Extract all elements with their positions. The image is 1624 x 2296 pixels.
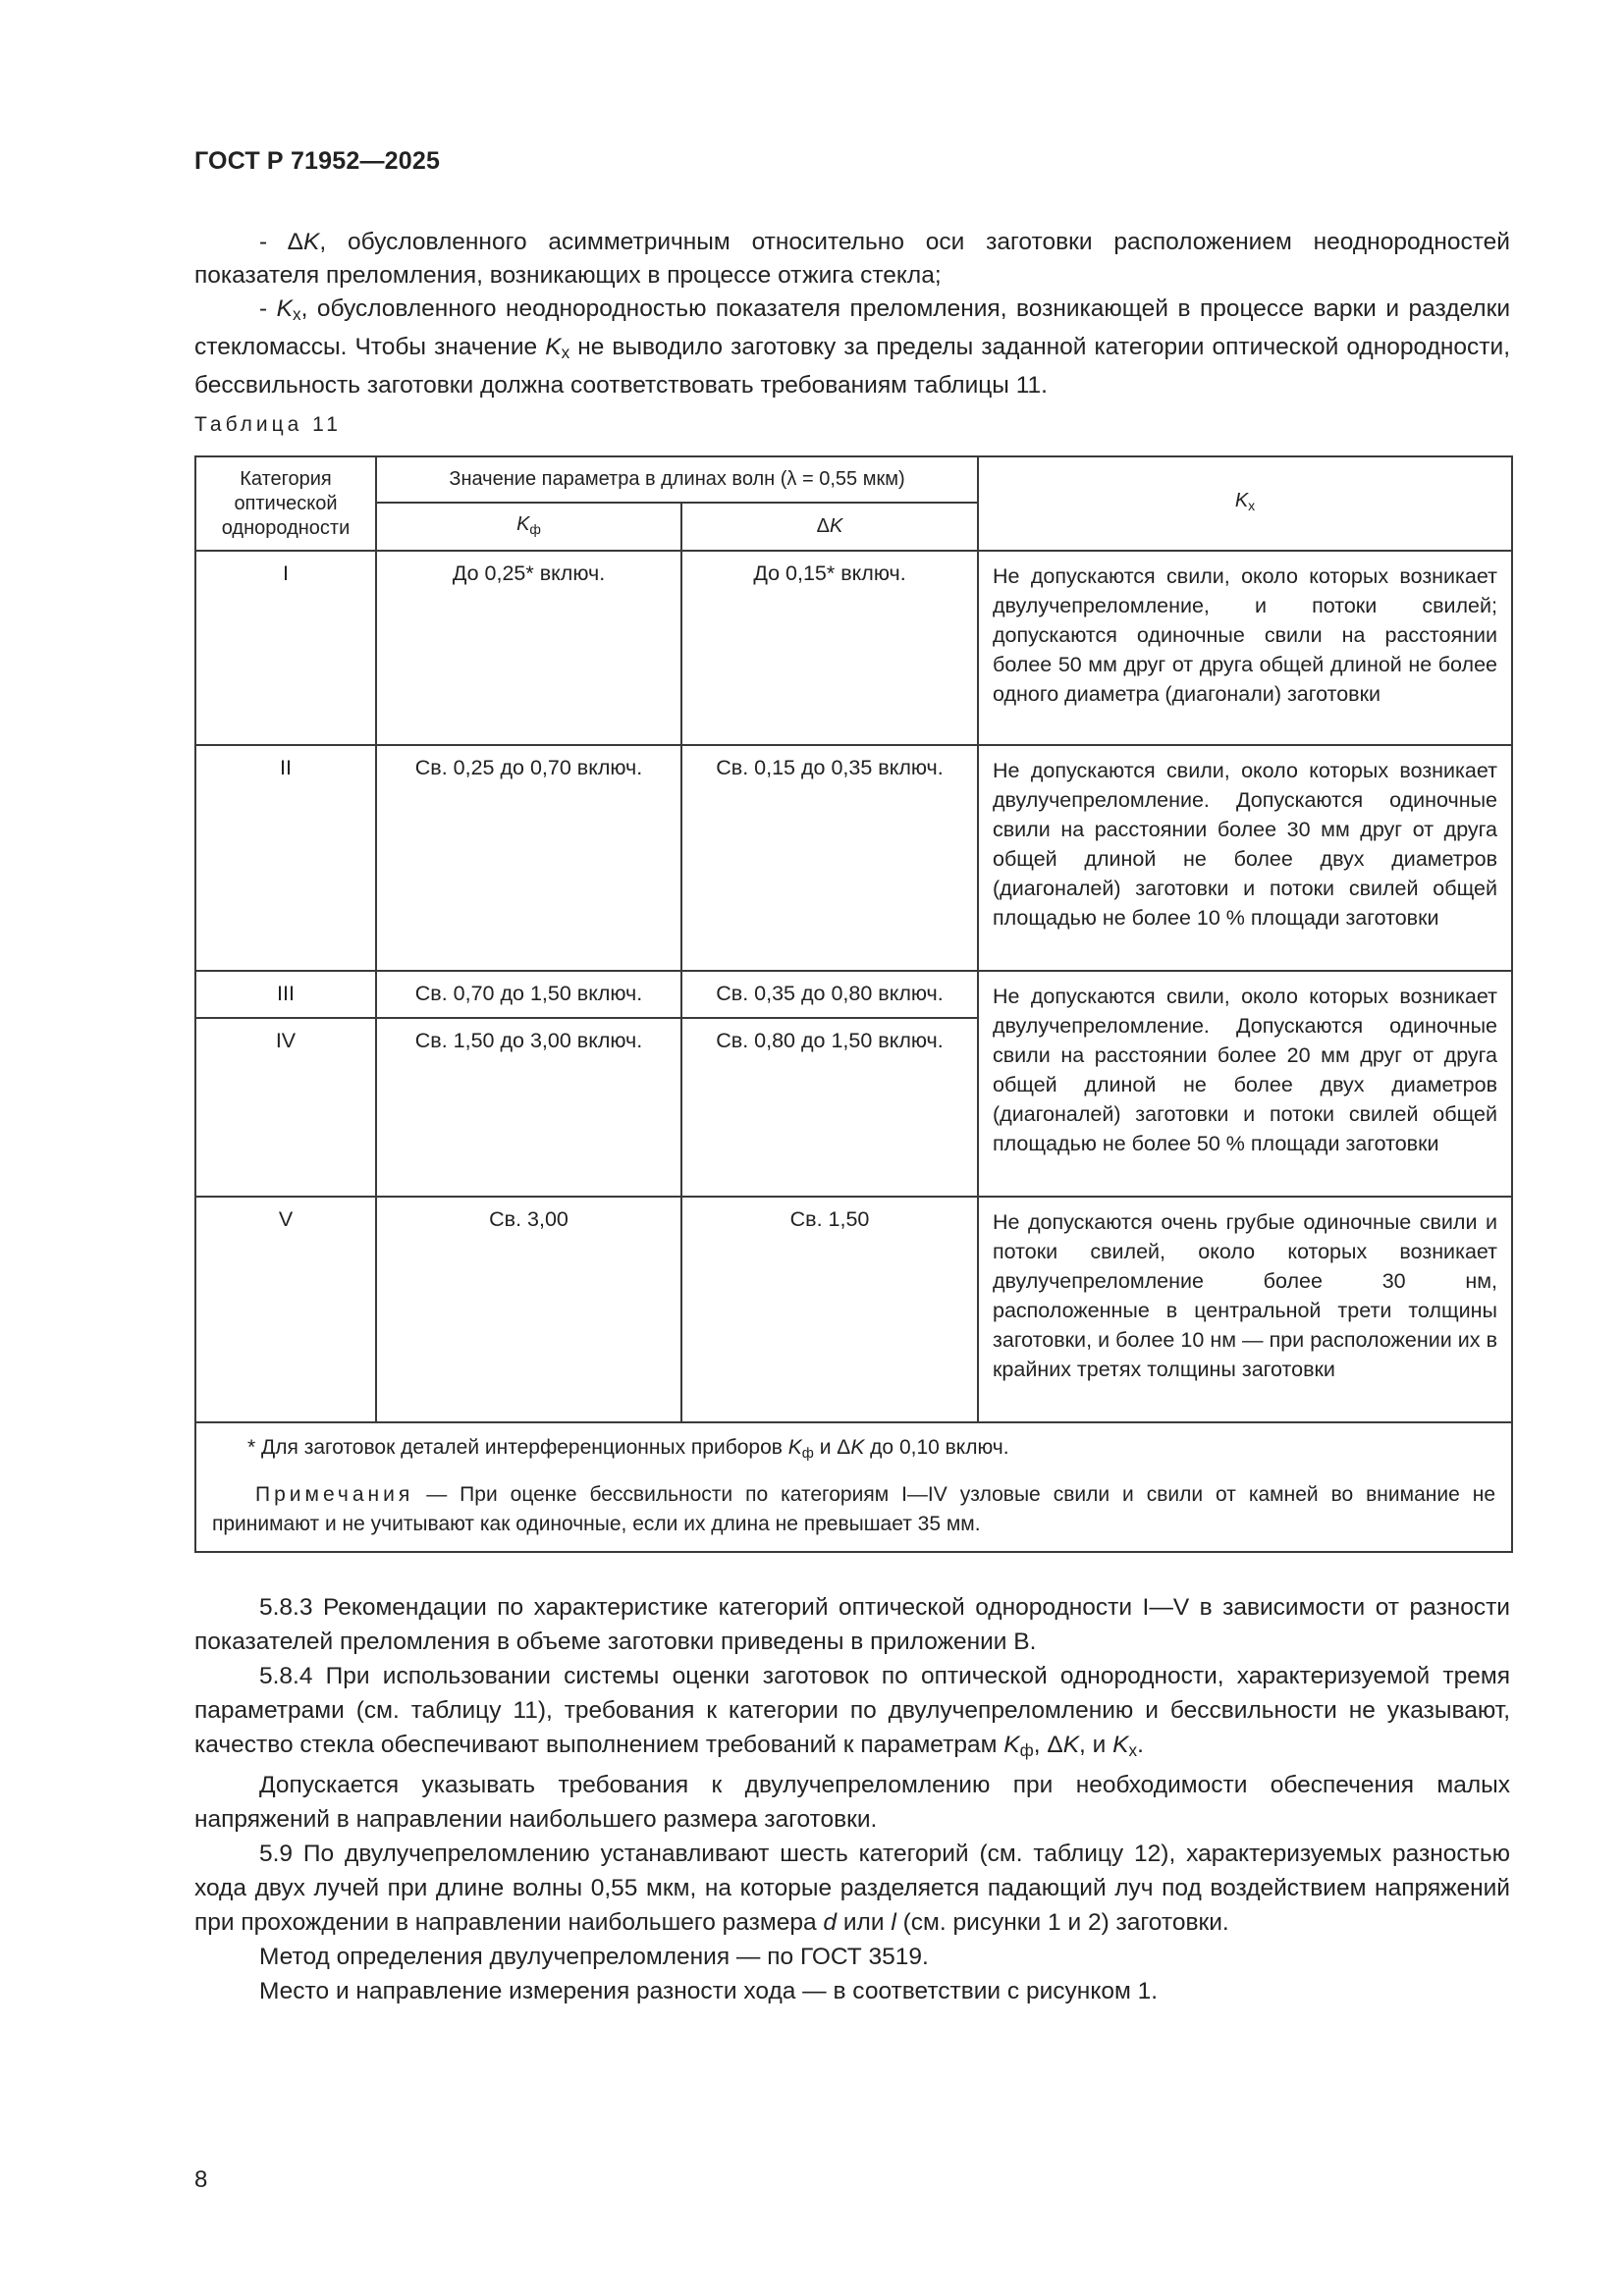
- cell-category: III: [195, 971, 376, 1018]
- document-header: ГОСТ Р 71952—2025: [194, 147, 441, 175]
- cell-kf: Св. 0,70 до 1,50 включ.: [376, 971, 681, 1018]
- body-section: [194, 1590, 1510, 2008]
- cell-category: I: [195, 551, 376, 745]
- table-row: [195, 551, 1512, 745]
- cell-category: V: [195, 1197, 376, 1422]
- cell-kx: Не допускаются свили, около которых возникает двулучепреломление, и потоки свилей; допускаются одиночные свили на расстоянии более 50 мм друг от друга общей длиной не более одного диаметра (диагонали) заготовки: [978, 551, 1512, 745]
- cell-category: IV: [195, 1018, 376, 1197]
- cell-dk: Св. 0,35 до 0,80 включ.: [681, 971, 978, 1018]
- paragraph-kx: - $K_x$, обусловленного неоднородностью показателя преломления, возникающей в процессе варки и разделки стекломассы. Чтобы значение $K_x$ не выводило заготовку за пределы заданной категории оптической однородности, бессвильность заготовки должна соответствовать требованиям таблицы 11.: [194, 295, 1511, 399]
- table-note: Примечания — При оценке бессвильности по категориям I—IV узловые свили и свили от камней во внимание не принимают и не учитывают как одиночные, если их длина не превышает 35 мм.: [212, 1483, 1495, 1535]
- cell-dk: Св. 0,15 до 0,35 включ.: [681, 745, 978, 971]
- header-kx: $K_x$: [978, 456, 1512, 551]
- table-notes: [195, 1422, 1512, 1552]
- paragraph-5-8-4: 5.8.4 При использовании системы оценки заготовок по оптической однородности, характеризуемой тремя параметрами (см. таблицу 11), требования к категории по двулучепреломлению и бессвильности не указывают, качество стекла обеспечивают выполнением требований к параметрам $K_ф$, ΔK, и $K_x$.: [194, 1663, 1510, 1760]
- header-param-group: Значение параметра в длинах волн (λ = 0,55 мкм): [376, 456, 978, 503]
- paragraph-delta-k: - ΔK, обусловленного асимметричным относительно оси заготовки расположением неоднородностей показателя преломления, возникающих в процессе отжига стекла;: [194, 229, 1510, 289]
- table-caption: Таблица 11: [194, 413, 342, 436]
- table-notes-row: [195, 1422, 1512, 1552]
- header-dk: ΔK: [681, 503, 978, 551]
- cell-dk: Св. 0,80 до 1,50 включ.: [681, 1018, 978, 1197]
- table-11: [194, 455, 1513, 1553]
- cell-kx: Не допускаются свили, около которых возникает двулучепреломление. Допускаются одиночные свили на расстоянии более 20 мм друг от друга общей длиной не более двух диаметров (диагоналей) заготовки и потоки свилей общей площадью не более 50 % площади заготовки: [978, 971, 1512, 1197]
- cell-dk: До 0,15* включ.: [681, 551, 978, 745]
- cell-kf: Св. 0,25 до 0,70 включ.: [376, 745, 681, 971]
- paragraph-5-8-3: 5.8.3 Рекомендации по характеристике категорий оптической однородности I—V в зависимости от разности показателей преломления в объеме заготовки приведены в приложении В.: [194, 1594, 1510, 1655]
- table-footnote: * Для заготовок деталей интерференционных приборов $K_ф$ и ΔK до 0,10 включ.: [247, 1436, 1009, 1462]
- header-kf: $K_ф$: [376, 503, 681, 551]
- cell-kx: Не допускаются очень грубые одиночные свили и потоки свилей, около которых возникает двулучепреломление более 30 нм, расположенные в центральной трети толщины заготовки, и более 10 нм — при расположении их в крайних третях толщины заготовки: [978, 1197, 1512, 1422]
- header-category: Категория оптической однородности: [195, 456, 376, 551]
- intro-section: [194, 226, 1510, 402]
- cell-kf: До 0,25* включ.: [376, 551, 681, 745]
- table-row: [195, 745, 1512, 971]
- cell-dk: Св. 1,50: [681, 1197, 978, 1422]
- table-row: [195, 971, 1512, 1018]
- cell-kx: Не допускаются свили, около которых возникает двулучепреломление. Допускаются одиночные свили на расстоянии более 30 мм друг от друга общей длиной не более двух диаметров (диагоналей) заготовки и потоки свилей общей площадью не более 10 % площади заготовки: [978, 745, 1512, 971]
- paragraph-method: Метод определения двулучепреломления — по ГОСТ 3519.: [259, 1944, 929, 1970]
- cell-kf: Св. 1,50 до 3,00 включ.: [376, 1018, 681, 1197]
- table-row: [195, 1197, 1512, 1422]
- paragraph-place: Место и направление измерения разности хода — в соответствии с рисунком 1.: [259, 1978, 1159, 2004]
- page-number: 8: [194, 2166, 208, 2193]
- cell-kf: Св. 3,00: [376, 1197, 681, 1422]
- cell-category: II: [195, 745, 376, 971]
- paragraph-5-9: 5.9 По двулучепреломлению устанавливают шесть категорий (см. таблицу 12), характеризуемых разностью хода двух лучей при длине волны 0,55 мкм, на которые разделяется падающий луч под воздействием напряжений при прохождении в направлении наибольшего размера d или l (см. рисунки 1 и 2) заготовки.: [194, 1841, 1510, 1936]
- paragraph-allow: Допускается указывать требования к двулучепреломлению при необходимости обеспечения малых напряжений в направлении наибольшего размера заготовки.: [194, 1772, 1510, 1833]
